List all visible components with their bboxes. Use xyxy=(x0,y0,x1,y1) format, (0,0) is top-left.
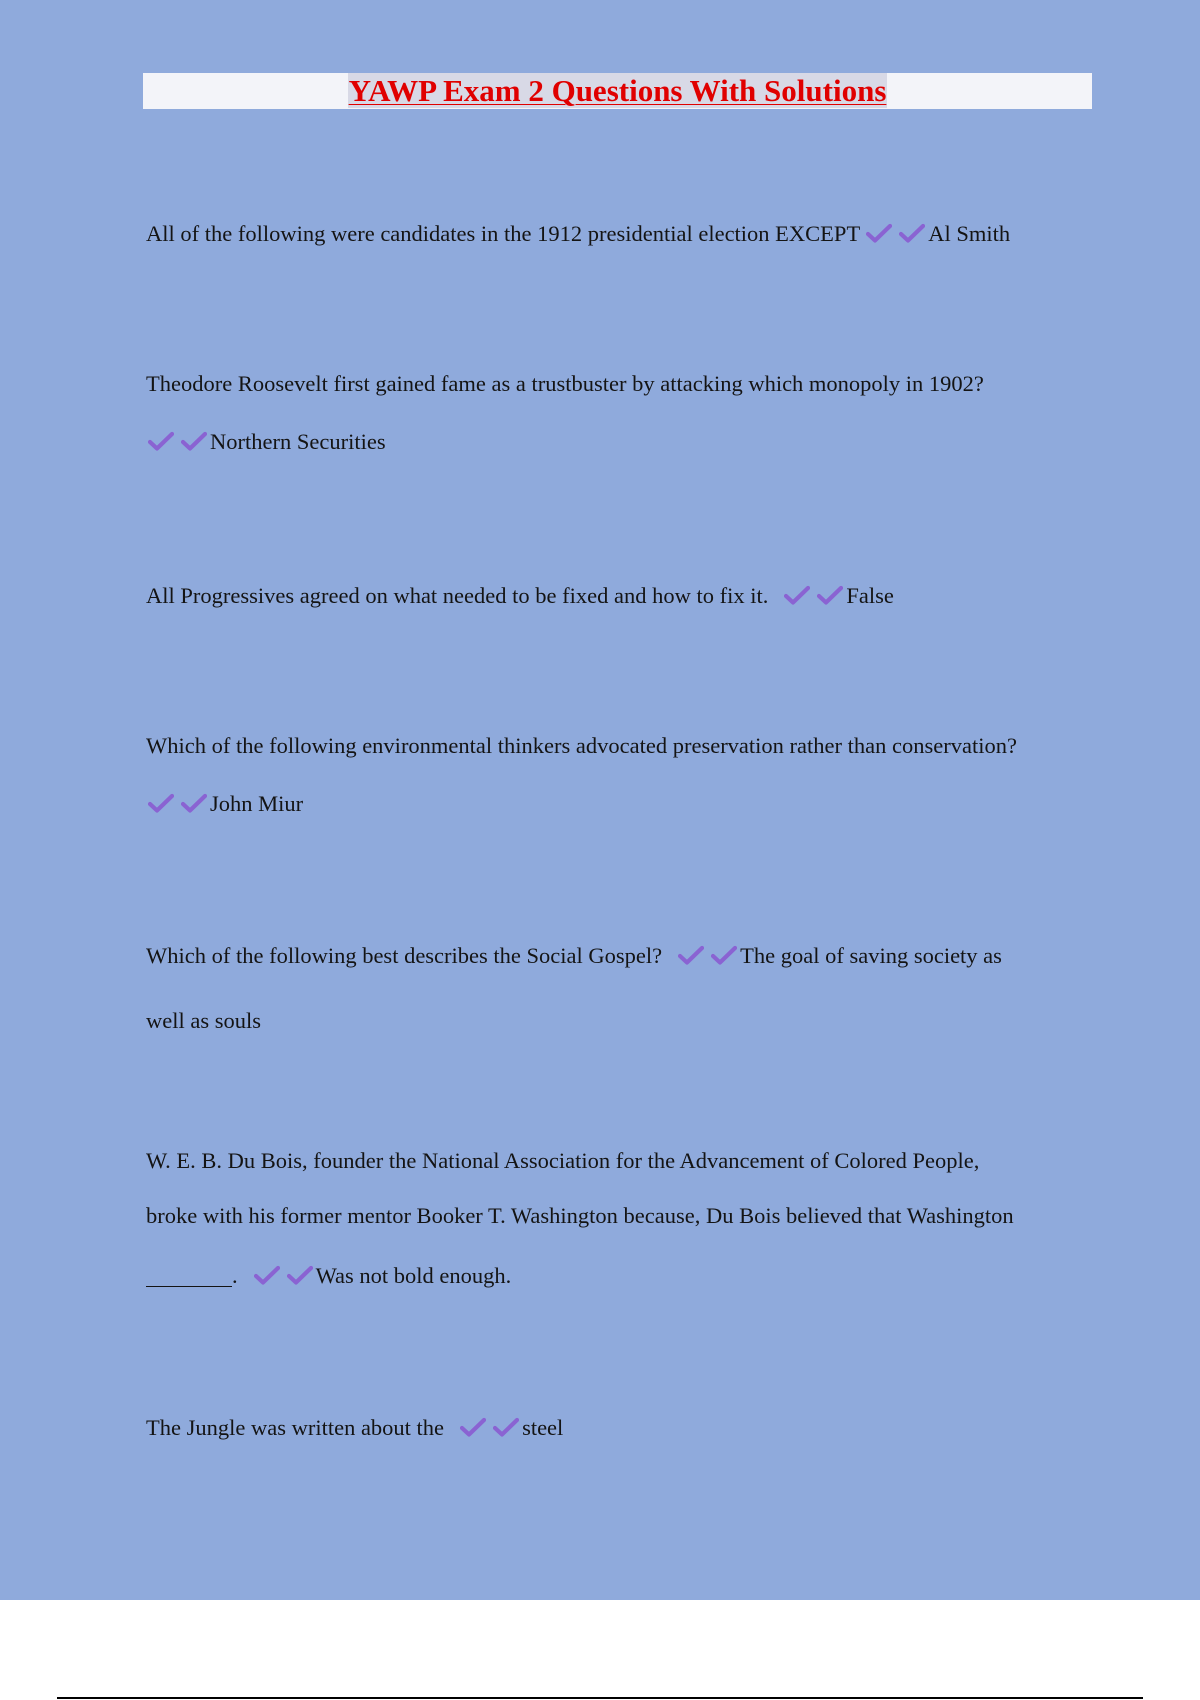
document-title: YAWP Exam 2 Questions With Solutions xyxy=(348,73,887,108)
qa-item-7 xyxy=(146,1415,1096,1444)
purple-checkmark-icon xyxy=(181,792,207,814)
question-text: The Jungle was written about the xyxy=(146,1415,445,1440)
purple-checkmark-icon xyxy=(287,1264,313,1286)
question-text: Which of the following environmental thinkers advocated preservation rather than conservation? xyxy=(146,733,1017,758)
purple-checkmark-icon xyxy=(817,584,843,606)
qa-item-4 xyxy=(146,733,1096,820)
title-banner xyxy=(143,73,1092,109)
question-text: Theodore Roosevelt first gained fame as a trustbuster by attacking which monopoly in 1902? xyxy=(146,371,984,396)
answer-marker xyxy=(254,1264,313,1292)
answer-text-continued: well as souls xyxy=(146,1008,261,1033)
question-text: W. E. B. Du Bois, founder the National Association for the Advancement of Colored People, xyxy=(146,1148,980,1173)
fill-in-blank xyxy=(146,1266,232,1287)
footer-rule xyxy=(57,1697,1143,1699)
answer-marker xyxy=(784,584,843,612)
question-text: Which of the following best describes the Social Gospel? xyxy=(146,943,663,968)
answer-text: Al Smith xyxy=(928,221,1011,246)
qa-item-1 xyxy=(146,221,1096,250)
purple-checkmark-icon xyxy=(181,430,207,452)
question-end: . xyxy=(232,1263,238,1288)
qa-item-2 xyxy=(146,371,1096,458)
purple-checkmark-icon xyxy=(711,944,737,966)
purple-checkmark-icon xyxy=(254,1264,280,1286)
purple-checkmark-icon xyxy=(148,430,174,452)
qa-item-6 xyxy=(146,1148,1096,1292)
answer-text: The goal of saving society as xyxy=(740,943,1002,968)
question-text: All Progressives agreed on what needed to be fixed and how to fix it. xyxy=(146,583,769,608)
answer-text: Was not bold enough. xyxy=(315,1263,512,1288)
question-text-continued: broke with his former mentor Booker T. Washington because, Du Bois believed that Washington xyxy=(146,1203,1014,1228)
answer-text: Northern Securities xyxy=(210,429,386,454)
answer-text: False xyxy=(846,583,894,608)
answer-marker xyxy=(866,222,925,250)
answer-text: John Miur xyxy=(210,791,304,816)
purple-checkmark-icon xyxy=(148,792,174,814)
purple-checkmark-icon xyxy=(678,944,704,966)
answer-marker xyxy=(148,430,207,458)
answer-marker xyxy=(460,1416,519,1444)
purple-checkmark-icon xyxy=(899,222,925,244)
purple-checkmark-icon xyxy=(784,584,810,606)
qa-item-5 xyxy=(146,943,1096,1034)
purple-checkmark-icon xyxy=(866,222,892,244)
answer-text: steel xyxy=(522,1415,564,1440)
answer-marker xyxy=(678,944,737,972)
purple-checkmark-icon xyxy=(493,1416,519,1438)
purple-checkmark-icon xyxy=(460,1416,486,1438)
qa-item-3 xyxy=(146,583,1096,612)
answer-marker xyxy=(148,792,207,820)
question-text: All of the following were candidates in the 1912 presidential election EXCEPT xyxy=(146,221,861,246)
